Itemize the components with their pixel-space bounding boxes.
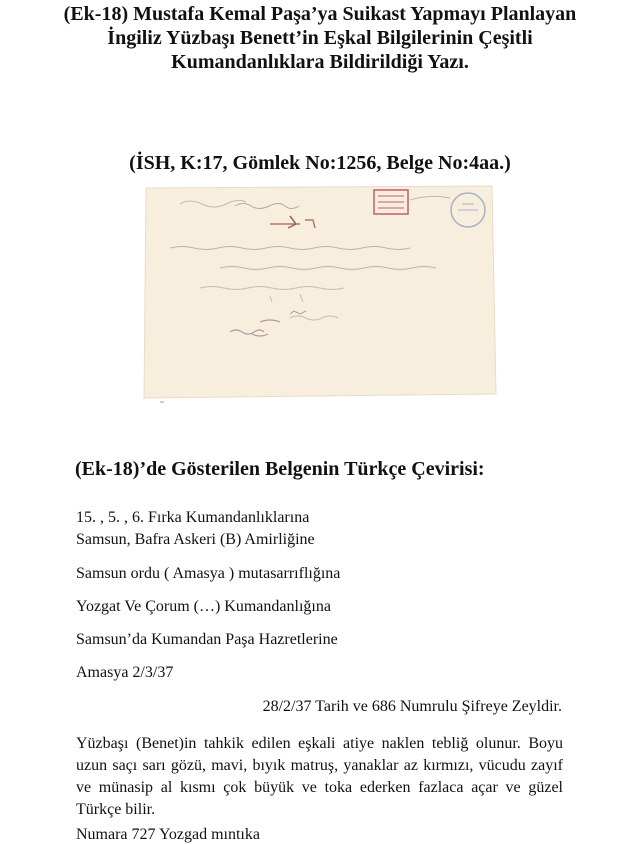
address-line: 15. , 5. , 6. Fırka Kumandanlıklarına	[76, 509, 310, 526]
archive-reference: (İSH, K:17, Gömlek No:1256, Belge No:4aa.)	[129, 152, 511, 174]
partial-line: Numara 727 Yozgad mıntıka	[76, 826, 260, 843]
address-line: Yozgat Ve Çorum (…) Kumandanlığına	[76, 598, 331, 615]
document-title: (Ek-18) Mustafa Kemal Paşa’ya Suikast Yapmayı Planlayan İngiliz Yüzbaşı Benett’in Eşkal Bilgilerinin Çeşitli Kumandanlıklara Bildirildiği Yazı.	[63, 3, 577, 73]
translation-heading: (Ek-18)’de Gösterilen Belgenin Türkçe Çevirisi:	[75, 458, 485, 480]
reference-line: 28/2/37 Tarih ve 686 Numrulu Şifreye Zeyldir.	[262, 698, 562, 715]
address-line: Samsun’da Kumandan Paşa Hazretlerine	[76, 631, 338, 648]
body-paragraph: Yüzbaşı (Benet)in tahkik edilen eşkali atiye naklen tebliğ olunur. Boyu uzun saçı sarı gözü, mavi, bıyık matruş, yanaklar az kırmızı, vücudu zayıf ve münasip al kısmı çok büyük ve toka ederken fazlaca açar ve güzel Türkçe bilir.	[76, 735, 563, 818]
address-line: Samsun, Bafra Askeri (B) Amirliğine	[76, 531, 315, 548]
address-line: Samsun ordu ( Amasya ) mutasarrıflığına	[76, 565, 341, 582]
scanned-document-image	[140, 184, 498, 406]
date-line: Amasya 2/3/37	[76, 664, 174, 681]
